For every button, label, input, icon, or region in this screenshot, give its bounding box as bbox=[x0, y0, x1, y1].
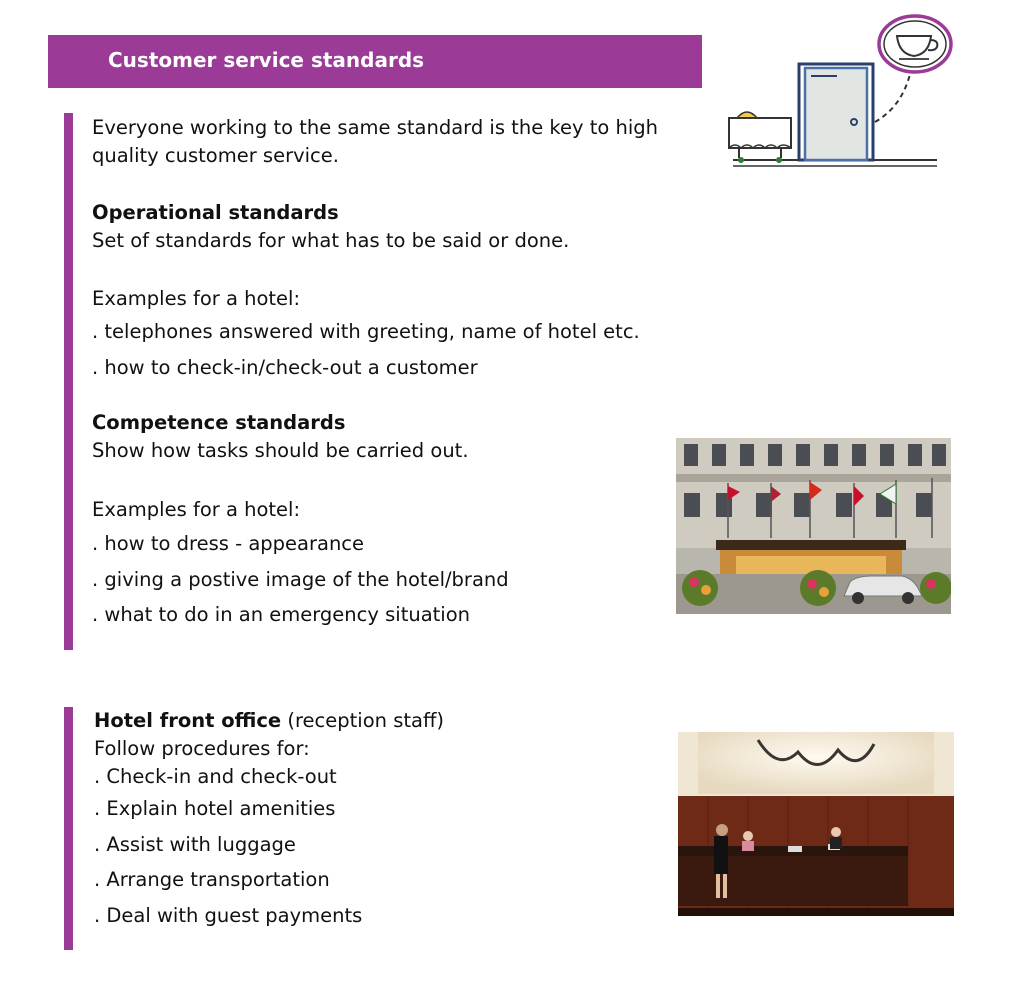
list-item: . giving a postive image of the hotel/brand bbox=[92, 567, 509, 591]
list-item: . how to dress - appearance bbox=[92, 532, 365, 555]
list-item: . Check-in and check-out bbox=[94, 765, 337, 788]
examples-label: Examples for a hotel: bbox=[92, 287, 301, 310]
list-item: . how to check-in/check-out a customer bbox=[92, 355, 478, 379]
hotel-door-icon bbox=[725, 10, 957, 172]
examples-label: Examples for a hotel: bbox=[92, 498, 301, 521]
front-office-intro: Follow procedures for: bbox=[94, 737, 310, 760]
front-office-section bbox=[94, 707, 654, 933]
page-title: Customer service standards bbox=[108, 48, 425, 72]
list-item: . Assist with luggage bbox=[94, 832, 296, 856]
section-header bbox=[48, 35, 702, 88]
room-service-cart-icon bbox=[729, 112, 791, 163]
operational-description: Set of standards for what has to be said or done. bbox=[92, 229, 570, 252]
list-item: . Explain hotel amenities bbox=[94, 797, 336, 820]
hotel-exterior-photo bbox=[676, 438, 951, 614]
list-item: . what to do in an emergency situation bbox=[92, 603, 471, 626]
front-office-heading-line bbox=[94, 707, 654, 735]
standards-section bbox=[92, 114, 672, 633]
section-accent-bar bbox=[64, 707, 73, 950]
front-office-heading: Hotel front office bbox=[94, 709, 282, 732]
competence-description: Show how tasks should be carried out. bbox=[92, 439, 469, 462]
list-item: . Deal with guest payments bbox=[94, 903, 363, 927]
hotel-reception-photo bbox=[678, 732, 954, 916]
competence-heading: Competence standards bbox=[92, 411, 346, 434]
intro-text: quality customer service. bbox=[92, 144, 339, 167]
coffee-cup-icon bbox=[879, 16, 951, 72]
operational-heading: Operational standards bbox=[92, 201, 339, 224]
list-item: . telephones answered with greeting, name of hotel etc. bbox=[92, 320, 640, 343]
front-office-heading-suffix: (reception staff) bbox=[281, 709, 444, 732]
intro-text: Everyone working to the same standard is the key to high bbox=[92, 116, 659, 139]
section-accent-bar bbox=[64, 113, 73, 650]
list-item: . Arrange transportation bbox=[94, 868, 330, 891]
